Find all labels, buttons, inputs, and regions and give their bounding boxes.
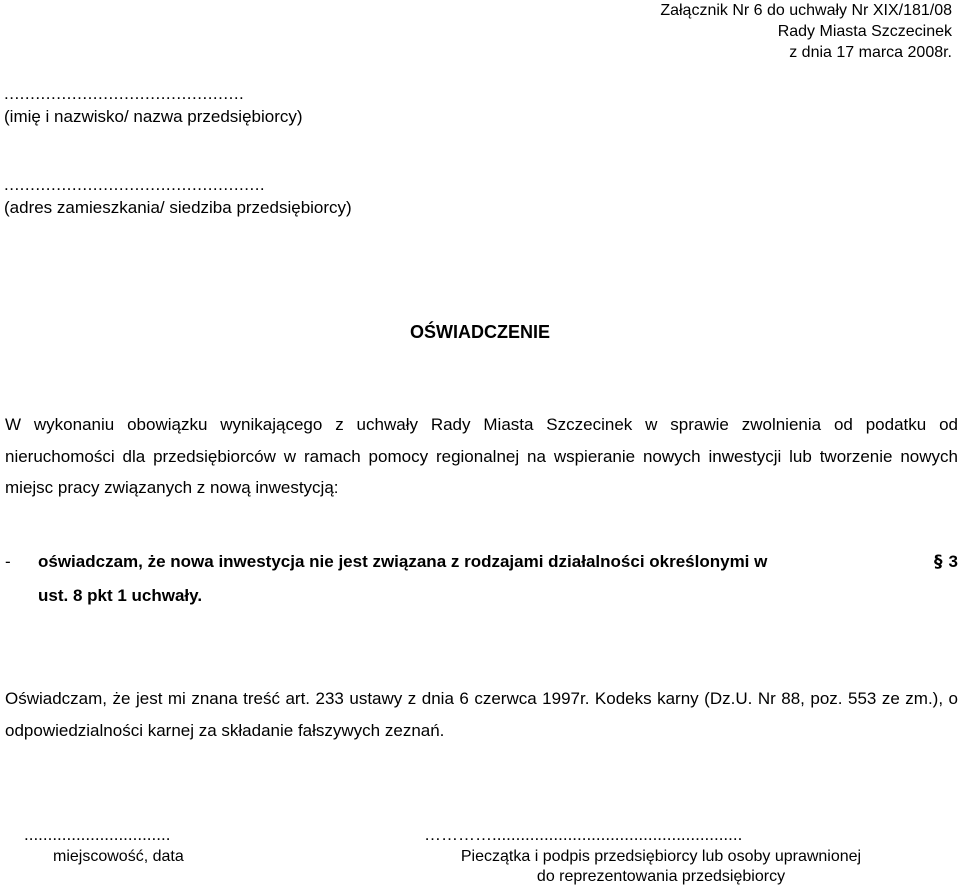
place-date-label: miejscowość, data [53, 848, 184, 865]
section-number: 3 [948, 552, 958, 571]
signature-label-line1: Pieczątka i podpis przedsiębiorcy lub osoby uprawnionej [460, 848, 862, 865]
signature-label-line2: do reprezentowania przedsiębiorcy [536, 868, 786, 885]
statement-paragraph: Oświadczam, że jest mi znana treść art. 233 ustawy z dnia 6 czerwca 1997r. Kodeks karny (Dz.U. Nr 88, poz. 553 ze zm.), o odpowiedzialności karnej za składanie fałszywych zeznań. [5, 689, 958, 740]
document-title: OŚWIADCZENIE [409, 322, 550, 342]
intro-paragraph: W wykonaniu obowiązku wynikającego z uchwały Rady Miasta Szczecinek w sprawie zwolnienia od podatku od nieruchomości dla przedsiębiorców w ramach pomocy regionalnej na wspieranie nowych inwestycji lub tworzenie nowych miejsc pracy związanych z nową inwestycją: [5, 415, 958, 497]
declaration-ref [928, 552, 958, 572]
declaration-line2: ust. 8 pkt 1 uchwały. [38, 586, 203, 605]
signature-dotted-line: …………..................................................... [424, 825, 743, 844]
declaration-line1 [38, 552, 958, 572]
address-dotted-line: .................................................. [4, 175, 266, 194]
section-sign: § [934, 552, 943, 572]
declaration-text: oświadczam, że nowa inwestycja nie jest związana z rodzajami działalności określonymi w [38, 552, 768, 571]
attachment-header-line1: Załącznik Nr 6 do uchwały Nr XIX/181/08 [660, 2, 952, 19]
place-date-dotted-line: ............................... [24, 825, 171, 844]
attachment-header-line3: z dnia 17 marca 2008r. [789, 44, 952, 61]
name-field-label: (imię i nazwisko/ nazwa przedsiębiorcy) [4, 107, 303, 126]
name-dotted-line: .............................................. [4, 84, 245, 103]
attachment-header-line2: Rady Miasta Szczecinek [777, 23, 952, 40]
address-field-label: (adres zamieszkania/ siedziba przedsiębiorcy) [4, 198, 352, 217]
declaration-dash: - [5, 552, 11, 571]
